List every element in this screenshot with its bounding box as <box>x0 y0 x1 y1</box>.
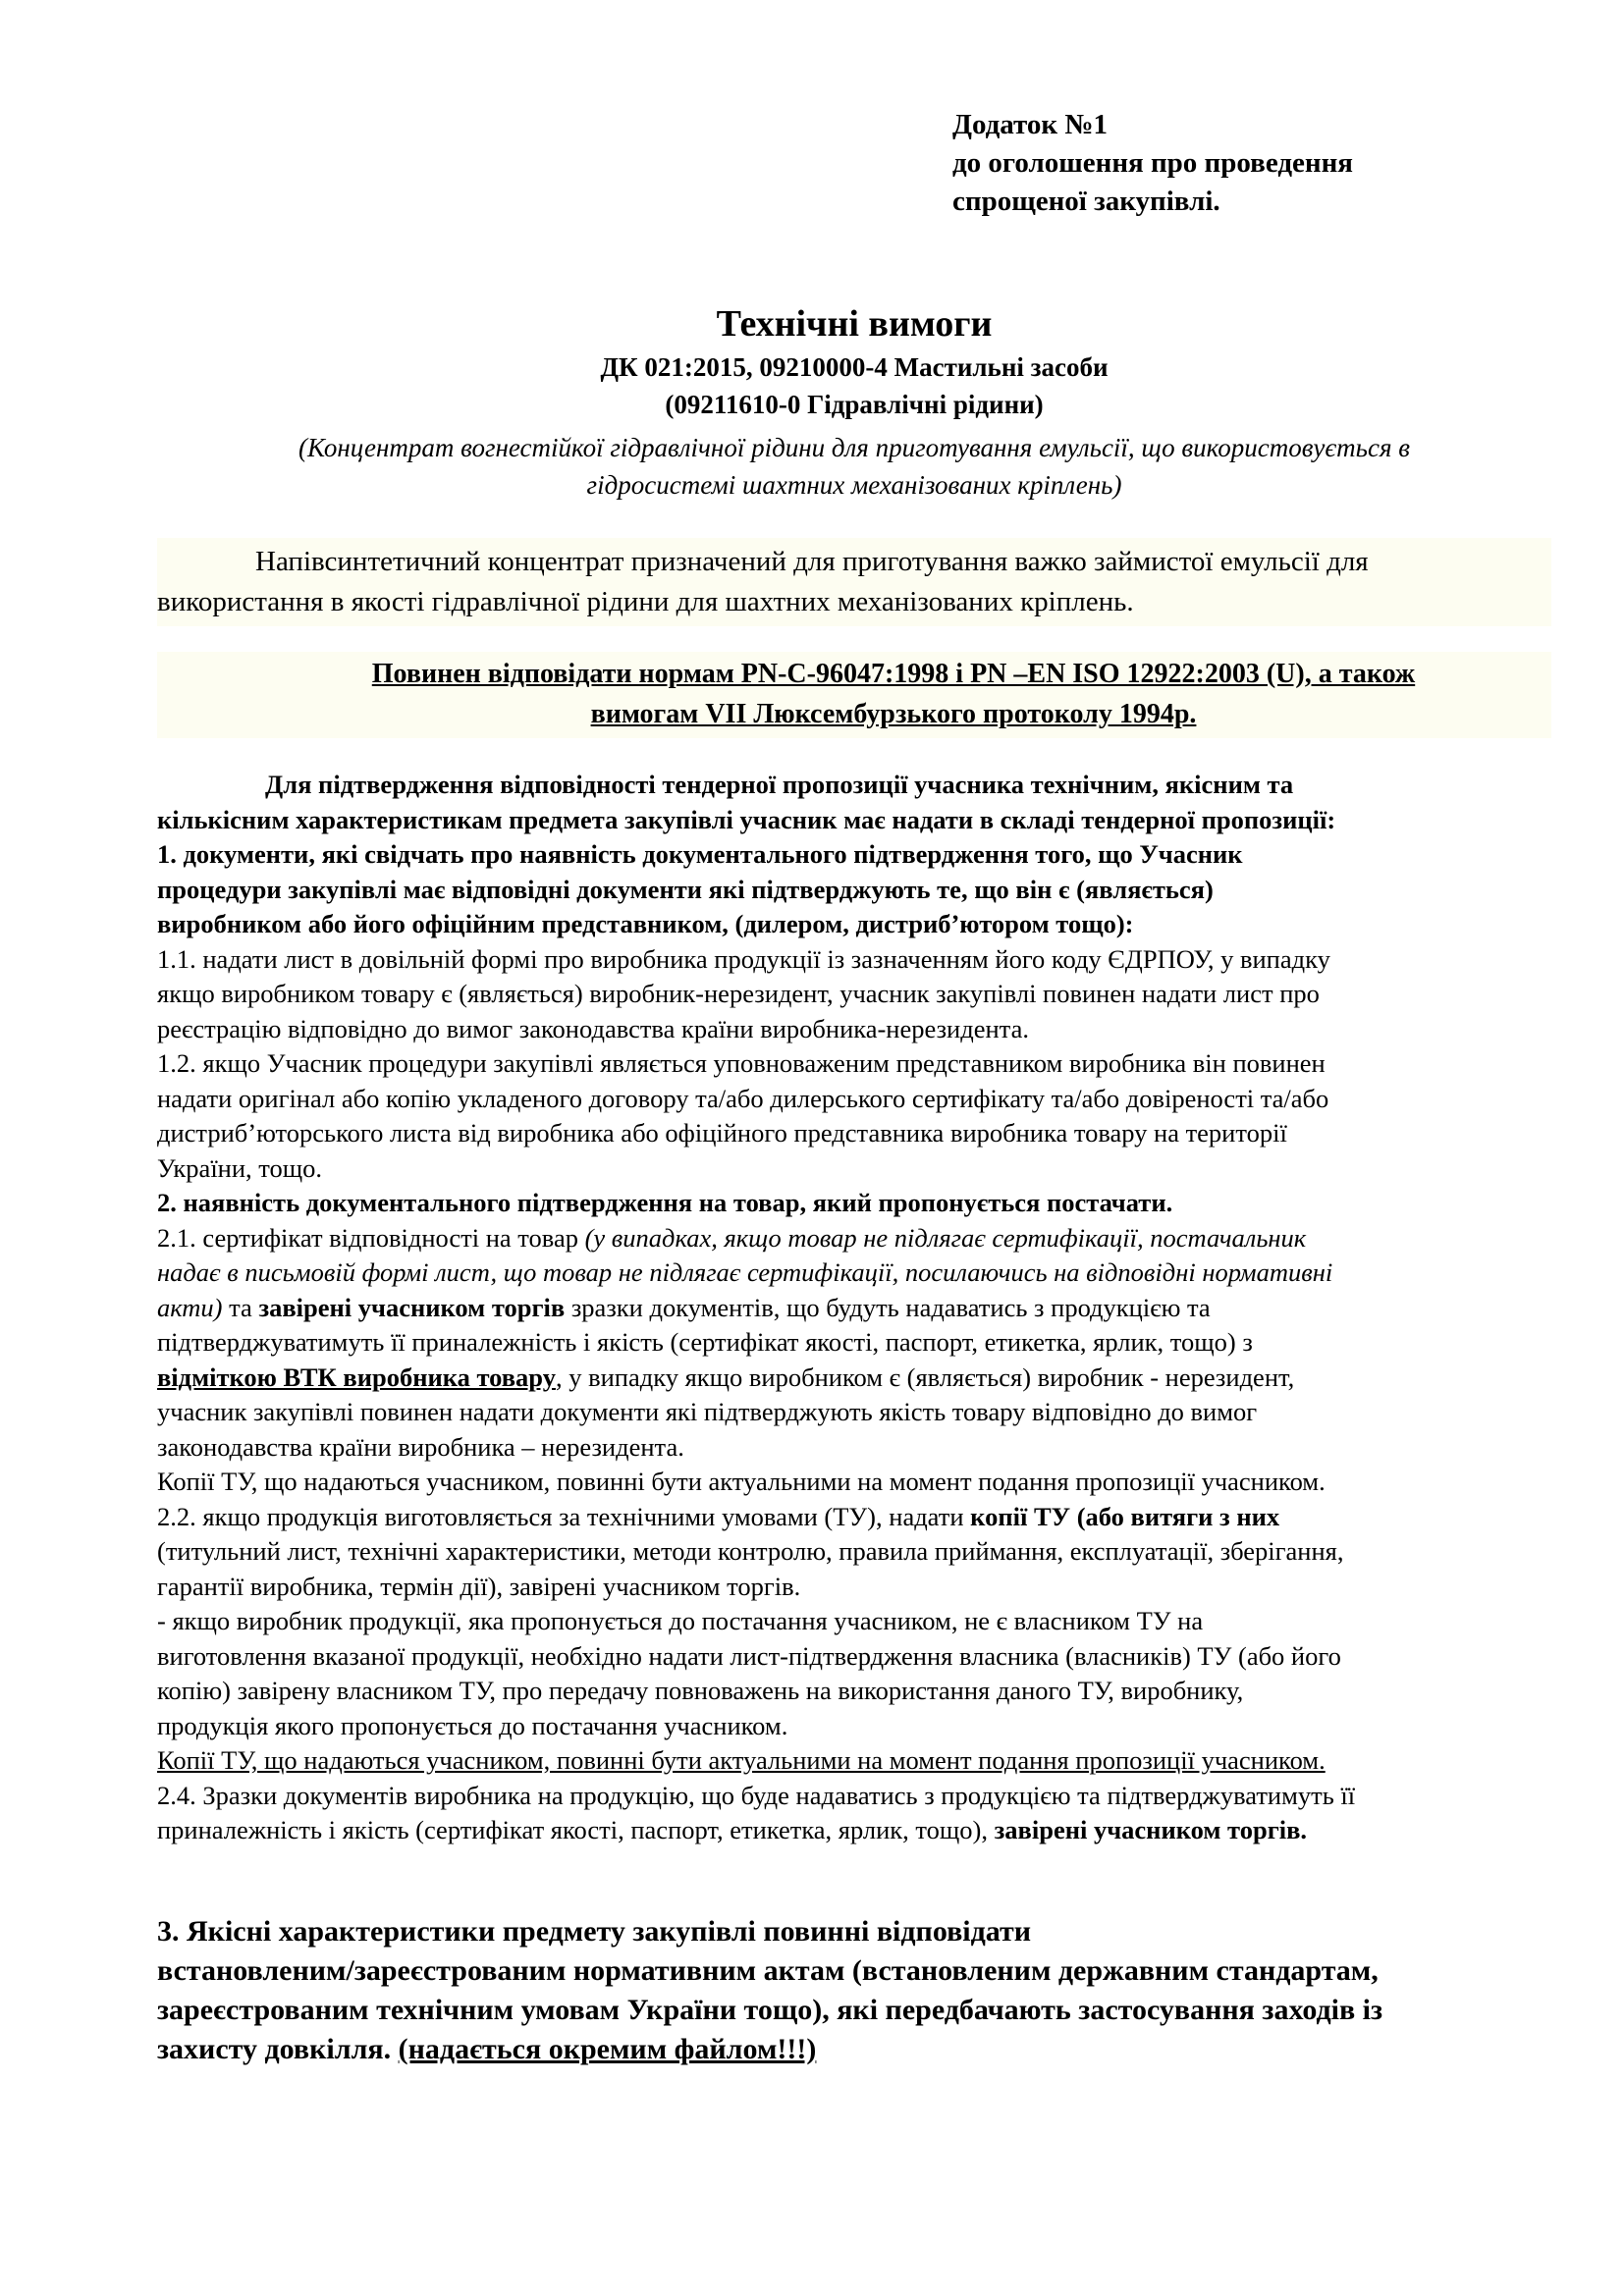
item-1-2: України, тощо. <box>157 1152 323 1183</box>
text-run-bold: копії ТУ (або витяги з них <box>970 1501 1280 1531</box>
text-run: та <box>222 1292 259 1322</box>
text-run: приналежність і якість (сертифікат якості, паспорт, етикетка, ярлик, тощо), <box>157 1815 995 1844</box>
section-3-line: встановленим/зареєстрованим нормативним актам (встановленим державним стандартам, <box>157 1954 1379 1987</box>
item-2-1: підтверджуватимуть її приналежність і якість (сертифікат якості, паспорт, етикетка, ярлик, тощо) з <box>157 1327 1253 1357</box>
annex-line-1: Додаток №1 <box>952 109 1108 140</box>
copies-note-underlined: Копії ТУ, що надаються учасником, повинні бути актуальними на момент подання пропозиції учасником. <box>157 1745 1326 1775</box>
section-3 <box>157 1912 1551 2069</box>
annex-line-3: спрощеної закупівлі. <box>952 186 1220 217</box>
intro-paragraph <box>157 538 1551 626</box>
paragraph-line: кількісним характеристикам предмета закупівлі учасник має надати в складі тендерної пропозиції: <box>157 804 1336 834</box>
requirements-body <box>157 768 1551 1848</box>
item-1-2: дистриб’юторського листа від виробника або офіційного представника виробника товару на території <box>157 1118 1287 1148</box>
section-3-line <box>157 2030 1551 2069</box>
separate-file-note: (надається окремим файлом!!!) <box>398 2033 817 2065</box>
product-note-line-2: гідросистемі шахтних механізованих кріплень) <box>586 470 1122 500</box>
paragraph-line: Для підтвердження відповідності тендерної пропозиції учасника технічним, якісним та <box>265 770 1294 799</box>
item-2-2: гарантії виробника, термін дії), завірені учасником торгів. <box>157 1571 801 1601</box>
title-block <box>157 299 1551 504</box>
section-1-heading: виробником або його офіційним представником, (дилером, дистриб’ютором тощо): <box>157 909 1134 938</box>
item-2-1: законодавства країни виробника – нерезидента. <box>157 1431 684 1462</box>
dash-item: - якщо виробник продукції, яка пропонується до постачання учасником, не є власником ТУ на <box>157 1606 1204 1635</box>
item-2-1: надає в письмовій формі лист, що товар не підлягає сертифікації, посилаючись на відповідні нормативні <box>157 1257 1333 1287</box>
subtitle-classifier: ДК 021:2015, 09210000-4 Мастильні засоби <box>600 352 1109 382</box>
text-run-bold: завірені учасником торгів <box>258 1292 566 1322</box>
subtitle-code: (09211610-0 Гідравлічні рідини) <box>665 390 1044 419</box>
item-1-1: реєстрацію відповідно до вимог законодавства країни виробника-нерезидента. <box>157 1013 1029 1043</box>
text-run-italic: (у випадках, якщо товар не підлягає сертифікації, постачальник <box>584 1222 1307 1253</box>
item-2-4 <box>157 1813 1551 1848</box>
dash-item: виготовлення вказаної продукції, необхідно надати лист-підтвердження власника (власників) ТУ (або його <box>157 1640 1341 1671</box>
copies-note: Копії ТУ, що надаються учасником, повинні бути актуальними на момент подання пропозиції учасником. <box>157 1467 1326 1496</box>
text-run-bold: завірені учасником торгів. <box>994 1815 1308 1844</box>
document-title: Технічні вимоги <box>716 303 993 345</box>
intro-line-2: використання в якості гідравлічної рідини для шахтних механізованих кріплень. <box>157 586 1134 617</box>
item-2-2: (титульний лист, технічні характеристики, методи контролю, правила приймання, експлуатації, зберігання, <box>157 1536 1344 1566</box>
dash-item: копію) завірену власником ТУ, про передачу повноважень на використання даного ТУ, виробнику, <box>157 1676 1244 1705</box>
item-2-1 <box>157 1291 1551 1326</box>
text-run: 2.1. сертифікат відповідності на товар <box>157 1222 585 1253</box>
text-run: 2.2. якщо продукція виготовляється за технічними умовами (ТУ), надати <box>157 1501 971 1531</box>
item-1-1: 1.1. надати лист в довільній формі про виробника продукції із зазначенням його коду ЄДРПОУ, у випадку <box>157 943 1330 974</box>
text-run-italic: акти) <box>157 1292 223 1322</box>
section-3-line: 3. Якісні характеристики предмету закупівлі повинні відповідати <box>157 1915 1032 1948</box>
annex-line-2: до оголошення про проведення <box>952 147 1353 179</box>
item-2-1 <box>157 1361 1551 1396</box>
section-1-heading: процедури закупівлі має відповідні документи які підтверджують те, що він є (являється) <box>157 874 1214 904</box>
text-run-bold-underline: відміткою ВТК виробника товару <box>157 1362 556 1392</box>
text-run: зразки документів, що будуть надаватись з продукцією та <box>565 1292 1211 1322</box>
norms-line-1: Повинен відповідати нормам PN-C-96047:1998 і PN –EN ISO 12922:2003 (U), а також <box>371 659 1416 689</box>
norms-requirement <box>157 652 1551 738</box>
annex-header <box>952 106 1353 221</box>
intro-line-1: Напівсинтетичний концентрат призначений для приготування важко займистої емульсії для <box>255 546 1369 577</box>
item-1-1: якщо виробником товару є (являється) виробник-нерезидент, учасник закупівлі повинен надати лист про <box>157 979 1320 1008</box>
item-2-2 <box>157 1500 1551 1535</box>
text-run: , у випадку якщо виробником є (являється) виробник - нерезидент, <box>555 1362 1295 1392</box>
item-2-1: учасник закупівлі повинен надати документи які підтверджують якість товару відповідно до вимог <box>157 1397 1258 1426</box>
norms-line-2: вимогам VII Люксембурзького протоколу 1994р. <box>590 699 1197 729</box>
section-1-heading: 1. документи, які свідчать про наявність документального підтвердження того, що Учасник <box>157 839 1243 869</box>
product-note-line-1: (Концентрат вогнестійкої гідравлічної рідини для приготування емульсії, що використовується в <box>298 433 1410 462</box>
item-1-2: 1.2. якщо Учасник процедури закупівлі являється уповноваженим представником виробника він повинен <box>157 1048 1326 1078</box>
dash-item: продукція якого пропонується до постачання учасником. <box>157 1710 788 1740</box>
item-1-2: надати оригінал або копію укладеного договору та/або дилерського сертифікату та/або довіреності та/або <box>157 1083 1329 1113</box>
item-2-4: 2.4. Зразки документів виробника на продукцію, що буде надаватись з продукцією та підтверджуватимуть її <box>157 1780 1356 1810</box>
section-2-heading: 2. наявність документального підтвердження на товар, який пропонується постачати. <box>157 1188 1173 1217</box>
section-3-line: зареєстрованим технічним умовам України тощо), які передбачають застосування заходів із <box>157 1994 1383 2026</box>
text-run: захисту довкілля. <box>157 2033 399 2065</box>
item-2-1 <box>157 1221 1551 1256</box>
